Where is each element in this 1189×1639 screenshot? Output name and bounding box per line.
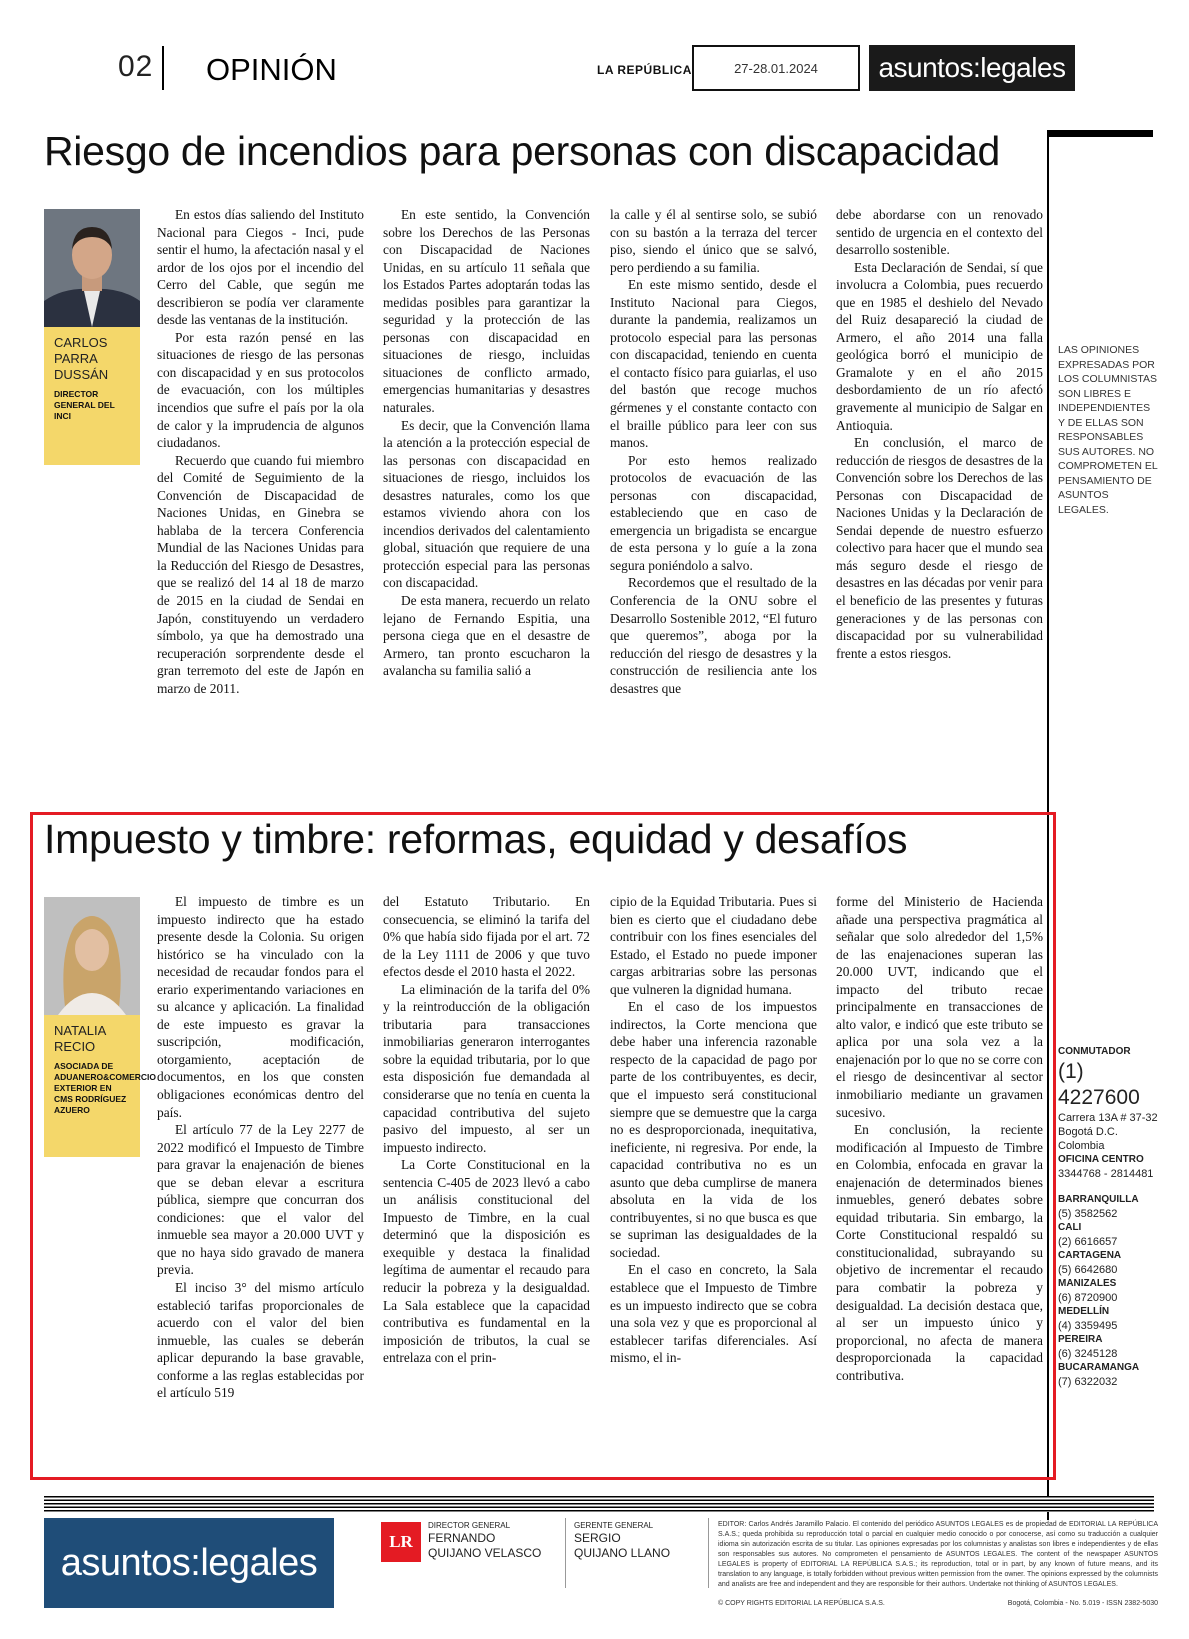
paragraph: En este sentido, la Convención sobre los Derechos de las Personas con Discapacidad de Naciones Unidas, en su artículo 11 señala que los Estados Partes adoptarán todas las medidas posibles para garantizar la seguridad y la protección de las personas con discapacidad en situaciones de riesgo, incluidas situaciones de conflicto armado, emergencias humanitarias y desastres naturales. bbox=[383, 207, 590, 416]
opinion-disclaimer: LAS OPINIONES EXPRESADAS POR LOS COLUMNISTAS SON LIBRES E INDEPENDIENTES Y DE ELLAS SON RESPONSABLES SUS AUTORES. NO COMPROMETEN EL PENSAMIENTO DE ASUNTOS LEGALES. bbox=[1058, 344, 1158, 516]
paragraph: Por esto hemos realizado protocolos de evacuación de las personas con discapacidad, estableciendo que en caso de emergencia un brigadista se encargue de esta persona y lo guíe a la zona segura poniéndolo a salvo. bbox=[610, 452, 817, 573]
article-1-column-1 bbox=[157, 206, 364, 786]
director-title: DIRECTOR GENERAL bbox=[428, 1521, 511, 1530]
author-photo-carlos bbox=[44, 209, 140, 327]
paragraph: En conclusión, la reciente modificación al Impuesto de Timbre en Colombia, enfocada en gravar la enajenación de determinados bienes inmuebles, generó debates sobre equidad tributaria. Sin embargo, la Corte Constitucional respaldó su constitucionalidad, subrayando su objetivo de incrementar el recaudo para combatir la pobreza y desigualdad. La decisión destaca que, al ser un impuesto único y proporcional, no afecta de manera desproporcionada la capacidad contributiva. bbox=[836, 1122, 1043, 1383]
article-1-column-2 bbox=[383, 206, 590, 786]
header-divider bbox=[162, 46, 164, 90]
article-1-column-3 bbox=[610, 206, 817, 786]
legal-footer bbox=[718, 1600, 1158, 1607]
paragraph: Por esta razón pensé en las situaciones de riesgo de las personas con discapacidad y en sus protocolos de evacuación, con los múltiples incendios que sufre el país por la ola de calor y la imprudencia de algunos ciudadanos. bbox=[157, 329, 364, 451]
manager-credit bbox=[574, 1520, 670, 1561]
author-card-1 bbox=[44, 327, 140, 465]
city-phone: (2) 6616657 bbox=[1058, 1236, 1118, 1248]
paragraph: En este mismo sentido, desde el Instituto Nacional para Ciegos, durante la pandemia, realizamos un protocolo especial para las personas con discapacidad, teniendo en cuenta el contacto físico para guiarlas, el uso del bastón que recoge muchos gérmenes y el constante contacto con el braille público para leer con sus manos. bbox=[610, 277, 817, 451]
paragraph: En estos días saliendo del Instituto Nacional para Ciegos - Inci, pude sentir el humo, la afectación nasal y el ardor de los ojos por el incendio del Cerro del Cable, que según me describieron se podía ver claramente desde las ventanas de la institución. bbox=[157, 207, 364, 328]
city-label: PEREIRA bbox=[1058, 1334, 1103, 1345]
paragraph: debe abordarse con un renovado sentido de urgencia en el contexto del desarrollo sostenible. bbox=[836, 207, 1043, 258]
city-label: CALI bbox=[1058, 1222, 1082, 1233]
author-photo-natalia bbox=[44, 897, 140, 1015]
paragraph: El artículo 77 de la Ley 2277 de 2022 modificó el Impuesto de Timbre para gravar la enajenación de bienes que se deban elevar a escritura pública, siempre que concurran dos condiciones: que el valor del inmueble sea mayor a 20.000 UVT y que no haya sido gravado de manera previa. bbox=[157, 1122, 364, 1278]
switchboard-number: (1) 4227600 bbox=[1058, 1060, 1140, 1109]
paragraph: La eliminación de la tarifa del 0% y la reintroducción de la obligación tributaria para transacciones inmobiliarias generaron interrogantes sobre la equidad tributaria, por lo que esta disposición fue demandada al considerarse que no tenía en cuenta la capacidad contributiva del sujeto pasivo del impuesto, al ser un impuesto indirecto. bbox=[383, 981, 590, 1155]
article-2-headline: Impuesto y timbre: reformas, equidad y desafíos bbox=[44, 816, 908, 862]
paragraph: Recuerdo que cuando fui miembro del Comité de Seguimiento de la Convención de Discapacidad de Naciones Unidas, en Ginebra se hablaba de la tercera Conferencia Mundial de las Naciones Unidas para la Reducción del Riesgo de Desastres, que se realizó del 14 al 18 de marzo de 2015 en la ciudad de Sendai en Japón, constituyendo un verdadero símbolo, ya que ha demostrado una recuperación sorprendente desde el gran terremoto del este de Japón en marzo de 2011. bbox=[157, 452, 364, 696]
author-role: ASOCIADA DE ADUANERO&COMERCIO EXTERIOR EN CMS RODRÍGUEZ AZUERO bbox=[54, 1061, 156, 1115]
author-name: NATALIA RECIO bbox=[54, 1023, 106, 1054]
address-line: Bogotá D.C. bbox=[1058, 1126, 1118, 1138]
manager-name: SERGIO bbox=[574, 1531, 621, 1545]
article-1-headline: Riesgo de incendios para personas con discapacidad bbox=[44, 128, 1000, 174]
director-name: FERNANDO bbox=[428, 1531, 496, 1545]
paragraph: forme del Ministerio de Hacienda añade una perspectiva pragmática al señalar que solo alrededor del 1,5% de las enajenaciones superan las 20.000 UVT, indicando que el impacto del tributo recae principalmente en transacciones de alto valor, e indicó que este tributo se aplica por una sola vez a la enajenación por lo que no se corre con el riesgo de desincentivar al sector inmobiliario mediante un gravamen sucesivo. bbox=[836, 894, 1043, 1120]
issue-number: Bogotá, Colombia - No. 5.019 - ISSN 2382-5030 bbox=[1007, 1600, 1158, 1607]
asuntos-legales-logo: asuntos:legales bbox=[869, 45, 1075, 91]
city-phone: (4) 3359495 bbox=[1058, 1320, 1118, 1332]
paragraph: la calle y él al sentirse solo, se subió con su bastón a la terraza del tercer piso, siendo el único que se salvó, pero perdiendo a su familia. bbox=[610, 207, 817, 275]
paragraph: En el caso en concreto, la Sala establece que el Impuesto de Timbre es un impuesto indirecto que se cobra una sola vez y que es proporcional al establecer tarifas diferenciales. Así mismo, el in- bbox=[610, 1262, 817, 1366]
legal-notice: EDITOR: Carlos Andrés Jaramillo Palacio. El contenido del periódico ASUNTOS LEGALES es de propiedad de EDITORIAL LA REPÚBLICA S.A.S.; queda prohibida su reproducción total o parcial en cualquier medio conocido o por conocerse, así como su traducción a cualquier idioma sin autorización escrita de su titular. Las opiniones expresadas por los columnistas y analistas son libres e independientes y de ellas son responsables sus autores. No comprometen el pensamiento de ASUNTOS LEGALES. The content of the newspaper ASUNTOS LEGALES is property of EDITORIAL LA REPÚBLICA S.A.S.; its reproduction, total or in part, by any known of future means, and its translation to any language, is totally forbidden without previous written permission from the owner. The opinions expressed by the columnists and analists are free and independent and they are responsible for their authors. Undertake not thinking of ASUNTOS LEGALES. bbox=[718, 1521, 1158, 1588]
paragraph: del Estatuto Tributario. En consecuencia, se eliminó la tarifa del 0% que había sido fijada por el art. 72 de la Ley 1111 de 2006 y que tuvo efectos desde el 2010 hasta el 2022. bbox=[383, 894, 590, 980]
footer-divider bbox=[708, 1518, 709, 1588]
city-phone: (6) 8720900 bbox=[1058, 1292, 1118, 1304]
city-phone: (5) 3582562 bbox=[1058, 1208, 1118, 1220]
article-2-column-4 bbox=[836, 893, 1043, 1473]
footer-rule bbox=[44, 1496, 1154, 1512]
copyright: © COPY RIGHTS EDITORIAL LA REPÚBLICA S.A.S. bbox=[718, 1600, 885, 1607]
page-number: 02 bbox=[118, 50, 154, 83]
address-line: Carrera 13A # 37-32 bbox=[1058, 1112, 1158, 1124]
la-republica-icon: LR bbox=[381, 1522, 421, 1562]
paragraph: Es decir, que la Convención llama la atención a la protección especial de las personas con discapacidad en situaciones de riesgo, incluidos los desastres naturales, como los que estamos viviendo ahora con los incendios derivados del calentamiento global, situación que requiere de una protección especial para las personas con discapacidad. bbox=[383, 417, 590, 591]
paragraph: Esta Declaración de Sendai, sí que involucra a Colombia, pues recuerdo que en 1985 el deshielo del Nevado del Ruiz desapareció la ciudad de Armero, el año 2014 una falla geológica borró el municipio de Gramalote y en el año 2015 desbordamiento de un río afectó gravemente al municipio de Salgar en Antioquia. bbox=[836, 259, 1043, 433]
address-line: Colombia bbox=[1058, 1140, 1105, 1152]
manager-name: QUIJANO LLANO bbox=[574, 1546, 671, 1560]
manager-title: GERENTE GENERAL bbox=[574, 1521, 654, 1530]
city-label: CARTAGENA bbox=[1058, 1250, 1122, 1261]
city-phone: (6) 3245128 bbox=[1058, 1348, 1118, 1360]
article-1-column-4 bbox=[836, 206, 1043, 786]
office-label: OFICINA CENTRO bbox=[1058, 1154, 1144, 1165]
switchboard-label: CONMUTADOR bbox=[1058, 1046, 1131, 1057]
article-2-column-3 bbox=[610, 893, 817, 1473]
issue-date: 27-28.01.2024 bbox=[692, 45, 860, 91]
portrait-icon bbox=[44, 209, 140, 327]
city-phone: (7) 6322032 bbox=[1058, 1376, 1118, 1388]
author-card-2 bbox=[44, 1015, 156, 1157]
author-name: CARLOS PARRA DUSSÁN bbox=[54, 335, 109, 382]
paragraph: Recordemos que el resultado de la Conferencia de la ONU sobre el Desarrollo Sostenible 2012, “El futuro que queremos”, aboga por la reducción del riesgo de desastres y la construcción de resiliencia ante los desastres que bbox=[610, 575, 817, 696]
paragraph: cipio de la Equidad Tributaria. Pues si bien es cierto que el ciudadano debe contribuir con los fines esenciales del Estado, el Estado no puede imponer cargas arbitrarias sobre las personas que vulneren la dignidad humana. bbox=[610, 894, 817, 997]
contact-info bbox=[1058, 1045, 1158, 1389]
city-phone: (5) 6642680 bbox=[1058, 1264, 1118, 1276]
author-role: DIRECTOR GENERAL DEL INCI bbox=[54, 389, 115, 421]
section-title: OPINIÓN bbox=[206, 52, 337, 87]
city-label: MANIZALES bbox=[1058, 1278, 1117, 1289]
portrait-icon bbox=[44, 897, 140, 1015]
director-credit bbox=[428, 1520, 541, 1561]
paragraph: El inciso 3° del mismo artículo estableció tarifas proporcionales de acuerdo con el valor del bien inmueble, las cuales se deberán aplicar depurando la base gravable, conforme a las reglas establecidas por el artículo 519 bbox=[157, 1280, 364, 1401]
city-label: MEDELLÍN bbox=[1058, 1306, 1110, 1317]
paragraph: De esta manera, recuerdo un relato lejano de Fernando Espitia, una persona ciega que en el desastre de Armero, tan pronto escucharon la avalancha su familia salió a bbox=[383, 593, 590, 679]
newspaper-name: LA REPÚBLICA bbox=[597, 63, 692, 77]
article-2-column-1 bbox=[157, 893, 364, 1473]
paragraph: El impuesto de timbre es un impuesto indirecto que ha estado presente desde la Colonia. Su origen histórico se ha vinculado con la necesidad de recaudar fondos para el erario experimentando variaciones en su alcance y aplicación. La finalidad de este impuesto es gravar la suscripción, modificación, otorgamiento, aceptación de documentos, en los que consten obligaciones económicas dentro del país. bbox=[157, 894, 364, 1120]
paragraph: En conclusión, el marco de reducción de riesgos de desastres de la Convención sobre los Derechos de las Personas con Discapacidad de Naciones Unidas y la Declaración de Sendai depende de nuestro esfuerzo colectivo para hacer que el mundo sea más seguro desde el riesgo de desastres en las décadas por venir para el beneficio de las presentes y futuras generaciones y de las personas con discapacidad por su vulnerabilidad frente a estos riesgos. bbox=[836, 435, 1043, 661]
paragraph: En el caso de los impuestos indirectos, la Corte menciona que debe haber una inferencia razonable respecto de la capacidad de pago por parte de los contribuyentes, es decir, que el impuesto será constitucional siempre que se demuestre que la carga no es desproporcionada, inequitativa, ineficiente, ni regresiva. Por ende, la capacidad contributiva no es un asunto que deba cumplirse de manera absoluta en la vida de los contribuyentes, si no que busca es que se supriman las desigualdades de la sociedad. bbox=[610, 999, 817, 1260]
director-name: QUIJANO VELASCO bbox=[428, 1546, 542, 1560]
city-label: BARRANQUILLA bbox=[1058, 1194, 1139, 1205]
city-label: BUCARAMANGA bbox=[1058, 1362, 1140, 1373]
article-2-column-2 bbox=[383, 893, 590, 1473]
footer-divider bbox=[565, 1518, 566, 1588]
right-column-rule-cap bbox=[1047, 130, 1153, 137]
office-phone: 3344768 - 2814481 bbox=[1058, 1168, 1154, 1180]
asuntos-legales-footer-logo: asuntos:legales bbox=[44, 1518, 334, 1608]
paragraph: La Corte Constitucional en la sentencia C-405 de 2023 llevó a cabo un análisis constitucional del Impuesto de Timbre, en la cual determinó que la disposición es exequible y destaca la finalidad legítima de aumentar el recaudo para reducir la pobreza y la desigualdad. La Sala establece que la capacidad contributiva es fundamental en la imposición de tributos, la cual se entrelaza con el prin- bbox=[383, 1157, 590, 1366]
